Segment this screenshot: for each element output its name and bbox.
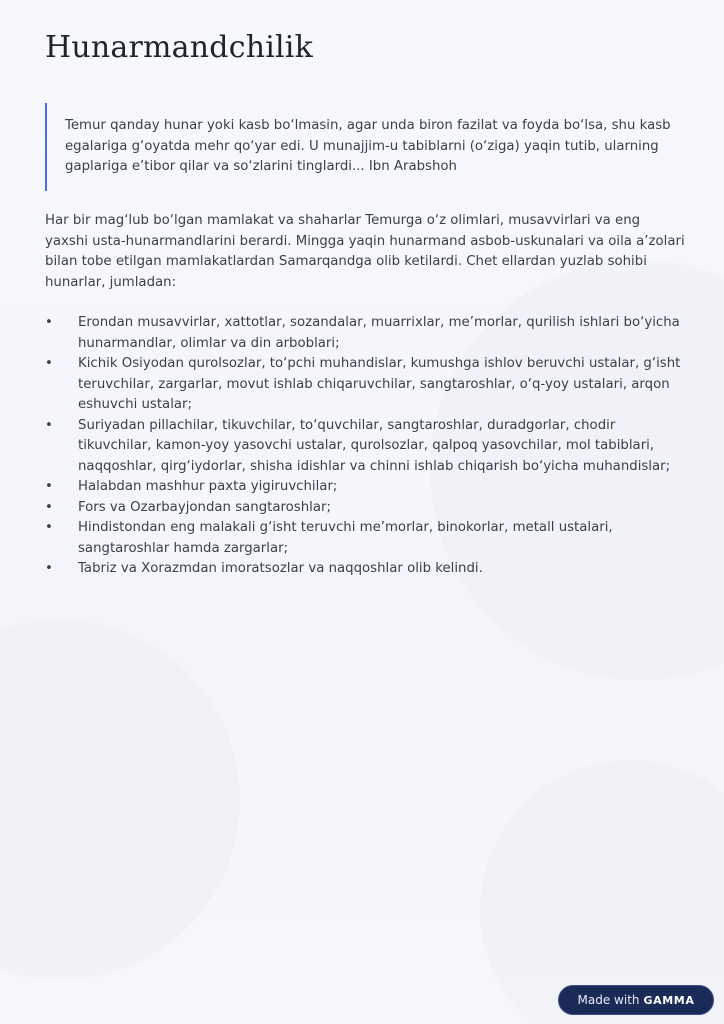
made-with-gamma-badge[interactable] xyxy=(558,985,714,1015)
list-item-text: Halabdan mashhur paxta yigiruvchilar; xyxy=(78,479,338,494)
list-item xyxy=(45,477,685,498)
list-item-text: Kichik Osiyodan qurolsozlar, to‘pchi muhandislar, kumushga ishlov beruvchi ustalar, g‘isht teruvchilar, zargarlar, movut ishlab chiqaruvchilar, sangtaroshlar, o‘q-yoy ustalari, arqon eshuvchi ustalar; xyxy=(78,356,681,412)
bullet-list xyxy=(45,313,685,580)
list-item-text: Hindistondan eng malakali g‘isht teruvchi me’morlar, binokorlar, metall ustalari, sangtaroshlar hamda zargarlar; xyxy=(78,520,613,556)
badge-label: Made with xyxy=(577,993,640,1007)
bullet-icon: • xyxy=(45,356,53,371)
list-item xyxy=(45,354,685,416)
list-item xyxy=(45,313,685,354)
quote-text: Temur qanday hunar yoki kasb bo‘lmasin, agar unda biron fazilat va foyda bo‘lsa, shu kasb egalariga g‘oyatda mehr qo‘yar edi. U munajjim-u tabiblarni (o‘ziga) yaqin tutib, ularning gaplariga e’tibor qilar va so‘zlarini tinglardi... Ibn Arabshoh xyxy=(65,118,671,174)
bullet-icon: • xyxy=(45,315,53,330)
bullet-icon: • xyxy=(45,499,53,515)
bullet-icon: • xyxy=(45,417,53,433)
list-item-text: Suriyadan pillachilar, tikuvchilar, to‘quvchilar, sangtaroshlar, duradgorlar, chodir tikuvchilar, kamon-yoy yasovchi ustalar, qurolsozlar, qalpoq yasovchilar, mol tabiblari, naqqoshlar, qirg‘iydorlar, shisha idishlar va chinni ishlab chiqarish bo‘yicha muhandislar; xyxy=(78,417,671,474)
bullet-icon: • xyxy=(45,561,53,576)
bullet-icon: • xyxy=(45,520,53,535)
intro-paragraph: Har bir mag‘lub bo‘lgan mamlakat va shaharlar Temurga o‘z olimlari, musavvirlari va eng yaxshi usta-hunarmandlarini berardi. Mingga yaqin hunarmand asbob-uskunalari va oila a’zolari bilan tobe etilgan mamlakatlardan Samarqandga olib ketilardi. Chet ellardan yuzlab sohibi hunarlar, jumladan: xyxy=(45,213,685,290)
page-title: Hunarmandchilik xyxy=(45,30,313,65)
gamma-logo: GAMMA xyxy=(643,993,695,1007)
bullet-icon: • xyxy=(45,479,53,494)
list-item xyxy=(45,416,685,478)
list-item xyxy=(45,518,685,559)
list-item-text: Fors va Ozarbayjondan sangtaroshlar; xyxy=(78,499,331,515)
list-item xyxy=(45,559,685,580)
background-shape xyxy=(0,620,240,980)
list-item-text: Erondan musavvirlar, xattotlar, sozandalar, muarrixlar, me’morlar, qurilish ishlari bo‘yicha hunarmandlar, olimlar va din arboblari; xyxy=(78,315,680,351)
blockquote xyxy=(45,103,685,191)
list-item xyxy=(45,498,685,519)
list-item-text: Tabriz va Xorazmdan imoratsozlar va naqqoshlar olib kelindi. xyxy=(78,561,483,576)
